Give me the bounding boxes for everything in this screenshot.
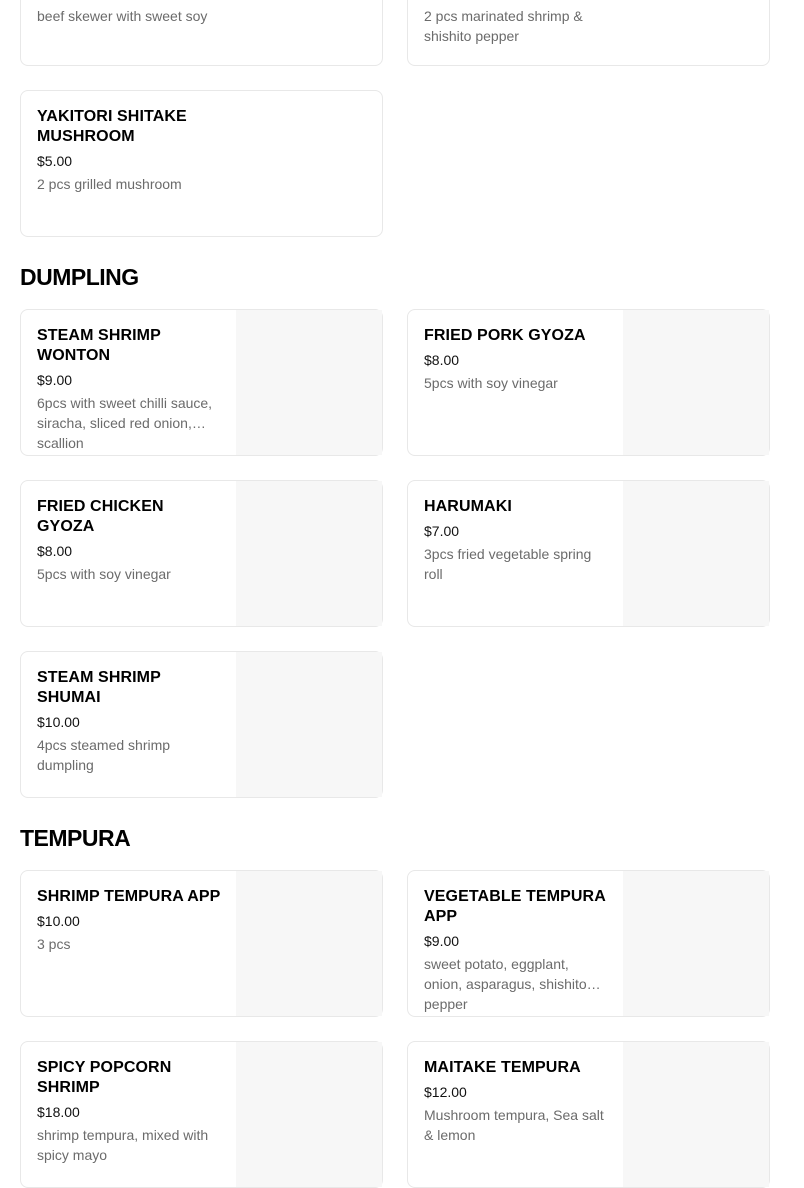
menu-item-name: STEAM SHRIMP WONTON bbox=[37, 327, 161, 364]
menu-item-image bbox=[623, 1042, 769, 1187]
menu-item-price: $7.00 bbox=[424, 523, 460, 539]
menu-item-image bbox=[236, 871, 382, 1016]
menu-item-card[interactable] bbox=[20, 0, 383, 66]
menu-item-info bbox=[424, 310, 610, 455]
menu-item-info bbox=[424, 0, 610, 65]
menu-item-image bbox=[236, 652, 382, 797]
menu-item-card[interactable] bbox=[407, 1041, 770, 1188]
menu-item-card[interactable] bbox=[20, 480, 383, 627]
menu-item-info bbox=[37, 0, 223, 65]
menu-item-image bbox=[623, 310, 769, 455]
menu-item-image bbox=[623, 481, 769, 626]
menu-item-name: FRIED PORK GYOZA bbox=[424, 327, 586, 344]
menu-item-card[interactable] bbox=[20, 90, 383, 237]
menu-item-price: $9.00 bbox=[37, 372, 73, 388]
menu-item-image bbox=[236, 310, 382, 455]
menu-item-card[interactable] bbox=[407, 309, 770, 456]
menu-item-info bbox=[424, 1042, 610, 1187]
menu-item-description: shrimp tempura, mixed with spicy mayo bbox=[37, 1127, 209, 1163]
menu-item-name: SPICY POPCORN SHRIMP bbox=[37, 1059, 172, 1096]
menu-item-price: $5.00 bbox=[37, 153, 73, 169]
menu-item-card[interactable] bbox=[20, 651, 383, 798]
menu-item-info bbox=[37, 310, 223, 455]
menu-item-price: $12.00 bbox=[424, 1084, 467, 1100]
menu-item-description: 3 pcs bbox=[37, 936, 71, 952]
menu-item-description: 5pcs with soy vinegar bbox=[37, 566, 171, 582]
menu-item-card[interactable] bbox=[20, 309, 383, 456]
menu-item-description: beef skewer with sweet soy bbox=[37, 8, 208, 24]
menu-item-price: $8.00 bbox=[37, 543, 73, 559]
menu-item-info bbox=[37, 481, 223, 626]
menu-item-description: sweet potato, eggplant, onion, asparagus, shishito pepper bbox=[424, 956, 587, 1012]
menu-item-card[interactable] bbox=[20, 870, 383, 1017]
menu-item-card[interactable] bbox=[407, 0, 770, 66]
menu-item-name: YAKITORI SHITAKE MUSHROOM bbox=[37, 108, 187, 145]
menu-item-name: FRIED CHICKEN GYOZA bbox=[37, 498, 164, 535]
menu-item-image bbox=[623, 871, 769, 1016]
menu-item-price: $10.00 bbox=[37, 714, 80, 730]
menu-item-description: 3pcs fried vegetable spring roll bbox=[424, 546, 592, 582]
menu-item-card[interactable] bbox=[407, 480, 770, 627]
menu-item-description: Mushroom tempura, Sea salt & lemon bbox=[424, 1107, 604, 1143]
menu-item-info bbox=[37, 652, 223, 797]
menu-item-name: SHRIMP TEMPURA APP bbox=[37, 888, 221, 905]
menu-item-price: $10.00 bbox=[37, 913, 80, 929]
menu-item-description: 5pcs with soy vinegar bbox=[424, 375, 558, 391]
menu-item-price: $18.00 bbox=[37, 1104, 80, 1120]
menu-item-info bbox=[37, 871, 223, 1016]
menu-item-image bbox=[236, 481, 382, 626]
menu-item-description: 2 pcs marinated shrimp & shishito pepper bbox=[424, 8, 583, 44]
menu-item-image bbox=[236, 1042, 382, 1187]
section-title-tempura: TEMPURA bbox=[20, 825, 131, 851]
menu-item-description: 2 pcs grilled mushroom bbox=[37, 176, 182, 192]
menu-item-price: $8.00 bbox=[424, 352, 460, 368]
menu-item-info bbox=[37, 1042, 223, 1187]
menu-item-name: STEAM SHRIMP SHUMAI bbox=[37, 669, 161, 706]
menu-item-info bbox=[424, 871, 610, 1016]
menu-item-name: VEGETABLE TEMPURA APP bbox=[424, 888, 606, 925]
menu-item-price: $9.00 bbox=[424, 933, 460, 949]
section-title-dumpling: DUMPLING bbox=[20, 264, 139, 290]
menu-item-info bbox=[37, 91, 223, 236]
menu-item-name: HARUMAKI bbox=[424, 498, 512, 515]
menu-item-info bbox=[424, 481, 610, 626]
menu-item-card[interactable] bbox=[20, 1041, 383, 1188]
menu-item-name: MAITAKE TEMPURA bbox=[424, 1059, 581, 1076]
menu-item-card[interactable] bbox=[407, 870, 770, 1017]
menu-item-description: 4pcs steamed shrimp dumpling bbox=[37, 737, 171, 773]
menu-item-description: 6pcs with sweet chilli sauce, siracha, sliced red onion, scallion bbox=[37, 395, 213, 451]
